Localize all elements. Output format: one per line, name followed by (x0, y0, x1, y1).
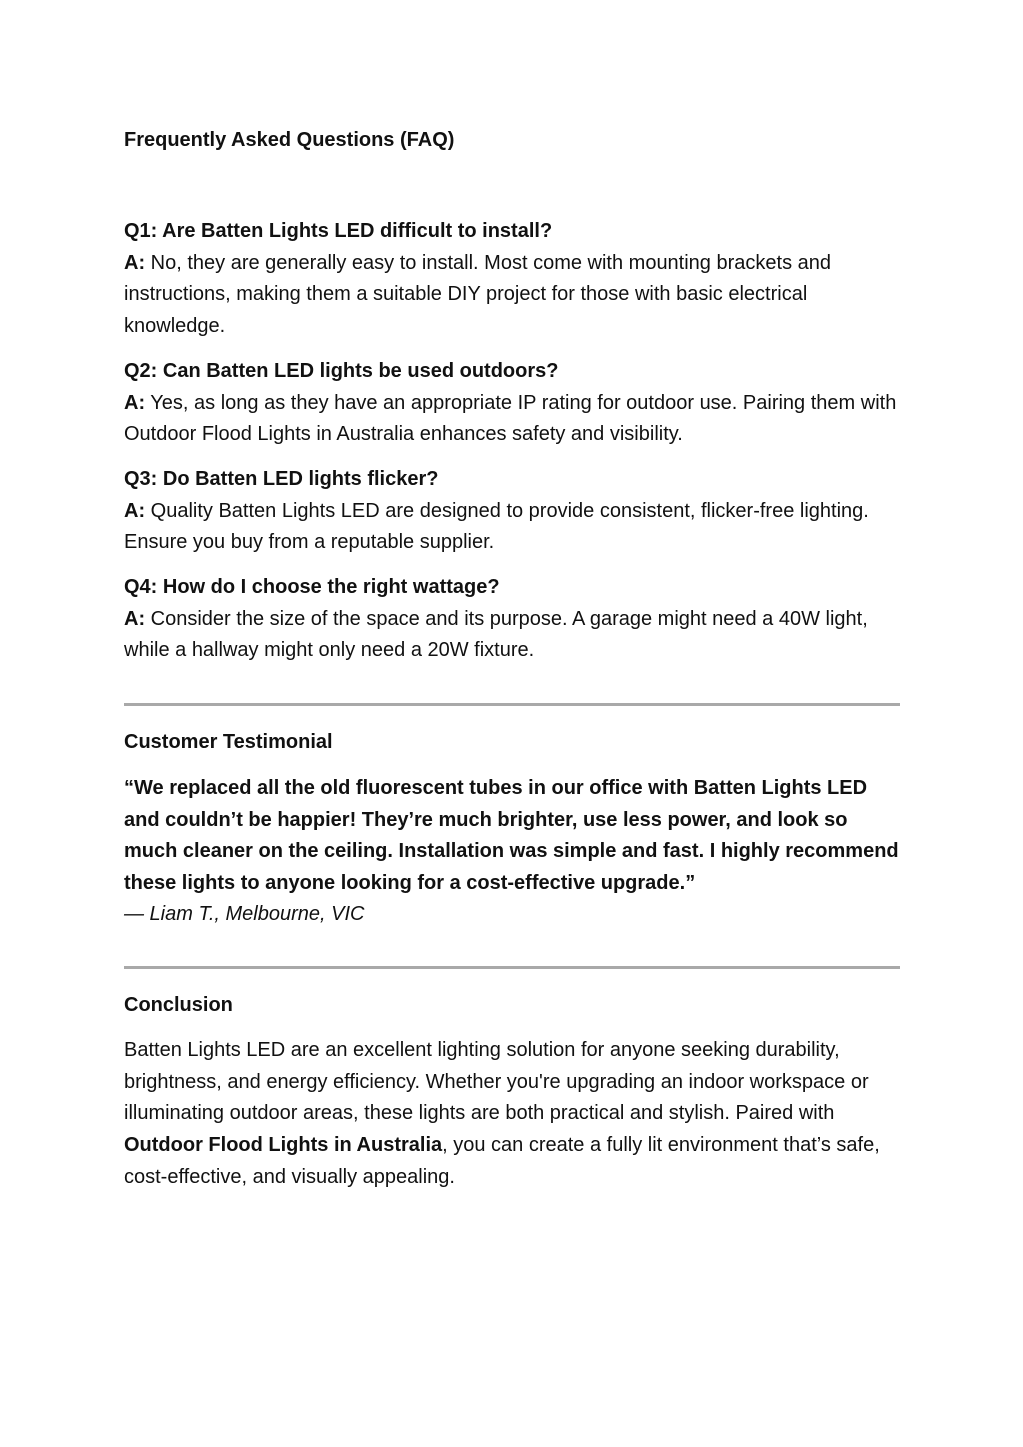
section-divider (124, 966, 900, 969)
faq-list (124, 216, 900, 680)
conclusion-heading: Conclusion (124, 994, 233, 1016)
conclusion-text-start: Batten Lights LED are an excellent lighting solution for anyone seeking durability, brightness, and energy efficiency. Whether you're upgrading an indoor workspace or illuminating outdoor areas, these lights are both practical and stylish. Paired with (124, 1039, 869, 1125)
faq-answer (124, 496, 900, 559)
faq-question: Q1: Are Batten Lights LED difficult to install? (124, 220, 553, 242)
answer-text: Yes, as long as they have an appropriate IP rating for outdoor use. Pairing them with Outdoor Flood Lights in Australia enhances safety and visibility. (124, 391, 897, 446)
section-divider (124, 703, 900, 706)
faq-answer (124, 604, 900, 667)
answer-text: Consider the size of the space and its purpose. A garage might need a 40W light, while a hallway might only need a 20W fixture. (124, 607, 868, 662)
answer-text: Quality Batten Lights LED are designed to provide consistent, flicker-free lighting. Ensure you buy from a reputable supplier. (124, 499, 869, 554)
answer-text: No, they are generally easy to install. Most come with mounting brackets and instructions, making them a suitable DIY project for those with basic electrical knowledge. (124, 251, 831, 338)
testimonial-heading: Customer Testimonial (124, 731, 333, 753)
conclusion-highlight: Outdoor Flood Lights in Australia (124, 1134, 443, 1157)
faq-item (124, 464, 900, 559)
faq-question: Q2: Can Batten LED lights be used outdoors? (124, 359, 559, 382)
faq-item (124, 572, 900, 667)
testimonial-author: — Liam T., Melbourne, VIC (124, 903, 365, 925)
faq-item (124, 356, 900, 451)
conclusion-text-end: , you can create a fully lit environment that’s safe, cost-effective, and visually appealing. (124, 1134, 880, 1188)
answer-label: A: (124, 499, 146, 522)
faq-answer (124, 248, 900, 343)
testimonial-quote: “We replaced all the old fluorescent tubes in our office with Batten Lights LED and couldn’t be happier! They’re much brighter, use less power, and look so much cleaner on the ceiling. Installation was simple and fast. I highly recommend these lights to anyone looking for a cost-effective upgrade.” (124, 777, 899, 895)
conclusion-text (124, 1035, 900, 1194)
faq-title: Frequently Asked Questions (FAQ) (124, 129, 455, 151)
faq-answer (124, 388, 900, 451)
faq-question: Q3: Do Batten LED lights flicker? (124, 467, 439, 490)
faq-question: Q4: How do I choose the right wattage? (124, 576, 500, 599)
answer-label: A: (124, 251, 146, 274)
answer-label: A: (124, 391, 146, 414)
answer-label: A: (124, 607, 146, 630)
faq-item (124, 216, 900, 343)
